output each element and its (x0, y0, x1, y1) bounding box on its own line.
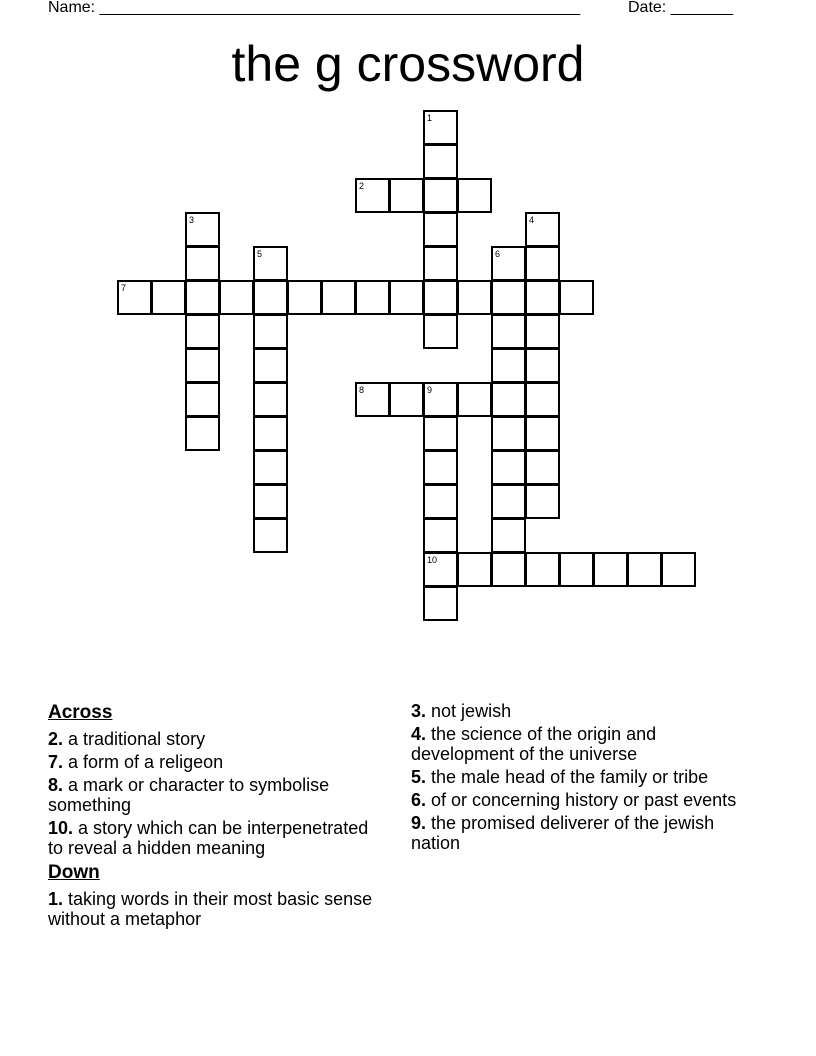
grid-cell[interactable] (457, 382, 492, 417)
grid-cell[interactable] (423, 416, 458, 451)
grid-cell[interactable] (525, 484, 560, 519)
down-clue (411, 790, 741, 810)
grid-cell[interactable] (423, 314, 458, 349)
grid-cell[interactable] (423, 246, 458, 281)
grid-cell[interactable] (253, 246, 288, 281)
grid-cell[interactable] (423, 178, 458, 213)
grid-cell[interactable] (525, 314, 560, 349)
grid-cell[interactable] (185, 314, 220, 349)
grid-cell[interactable] (491, 518, 526, 553)
clue-text: not jewish (431, 701, 512, 721)
grid-cell[interactable] (355, 280, 390, 315)
grid-cell[interactable] (253, 348, 288, 383)
grid-cell[interactable] (491, 246, 526, 281)
name-field-line: Name: ______________________________________________________ (48, 0, 581, 16)
grid-cell[interactable] (491, 348, 526, 383)
grid-cell[interactable] (423, 110, 458, 145)
grid-cell[interactable] (491, 314, 526, 349)
clue-text: of or concerning history or past events (431, 790, 737, 810)
grid-cell[interactable] (593, 552, 628, 587)
across-clue (48, 818, 378, 858)
grid-cell[interactable] (525, 416, 560, 451)
grid-cell[interactable] (253, 518, 288, 553)
grid-cell[interactable] (423, 144, 458, 179)
grid-cell[interactable] (423, 518, 458, 553)
grid-cell[interactable] (423, 212, 458, 247)
grid-cell[interactable] (525, 552, 560, 587)
clue-number: 2. (48, 729, 64, 749)
cell-number: 8 (359, 385, 365, 395)
grid-cell[interactable] (253, 314, 288, 349)
down-clue (411, 813, 741, 853)
grid-cell[interactable] (627, 552, 662, 587)
grid-cell[interactable] (491, 382, 526, 417)
down-clue (411, 767, 741, 787)
cell-number: 9 (427, 385, 433, 395)
grid-cell[interactable] (253, 280, 288, 315)
cell-number: 2 (359, 181, 365, 191)
clue-number: 5. (411, 767, 427, 787)
down-clue (48, 889, 378, 929)
clue-text: taking words in their most basic sense without a metaphor (48, 889, 373, 929)
clue-number: 9. (411, 813, 427, 833)
grid-cell[interactable] (253, 416, 288, 451)
clue-number: 6. (411, 790, 427, 810)
down-clue (411, 701, 741, 721)
grid-cell[interactable] (117, 280, 152, 315)
grid-cell[interactable] (525, 348, 560, 383)
across-clue (48, 752, 378, 772)
clue-number: 4. (411, 724, 427, 744)
cell-number: 4 (529, 215, 535, 225)
grid-cell[interactable] (253, 382, 288, 417)
grid-cell[interactable] (151, 280, 186, 315)
grid-cell[interactable] (185, 246, 220, 281)
grid-cell[interactable] (525, 280, 560, 315)
grid-cell[interactable] (525, 382, 560, 417)
grid-cell[interactable] (491, 280, 526, 315)
grid-cell[interactable] (661, 552, 696, 587)
grid-cell[interactable] (355, 178, 390, 213)
grid-cell[interactable] (253, 450, 288, 485)
grid-cell[interactable] (457, 178, 492, 213)
clue-text: a traditional story (68, 729, 206, 749)
clue-number: 3. (411, 701, 427, 721)
cell-number: 7 (121, 283, 127, 293)
grid-cell[interactable] (491, 484, 526, 519)
clue-number: 8. (48, 775, 64, 795)
clue-text: the science of the origin and development of the universe (411, 724, 657, 764)
grid-cell[interactable] (457, 280, 492, 315)
grid-cell[interactable] (253, 484, 288, 519)
grid-cell[interactable] (423, 586, 458, 621)
grid-cell[interactable] (389, 280, 424, 315)
grid-cell[interactable] (559, 280, 594, 315)
grid-cell[interactable] (423, 450, 458, 485)
grid-cell[interactable] (491, 416, 526, 451)
grid-cell[interactable] (491, 450, 526, 485)
grid-cell[interactable] (423, 552, 458, 587)
down-heading: Down (48, 862, 100, 883)
cell-number: 6 (495, 249, 501, 259)
grid-cell[interactable] (219, 280, 254, 315)
date-field-line: Date: _______ (628, 0, 733, 16)
clues-right-column (411, 701, 741, 856)
cell-number: 1 (427, 113, 433, 123)
clue-text: a story which can be interpenetrated to reveal a hidden meaning (48, 818, 369, 858)
cell-number: 10 (427, 555, 438, 565)
grid-cell[interactable] (457, 552, 492, 587)
clue-text: the promised deliverer of the jewish nation (411, 813, 715, 853)
grid-cell[interactable] (525, 212, 560, 247)
grid-cell[interactable] (185, 212, 220, 247)
grid-cell[interactable] (185, 416, 220, 451)
grid-cell[interactable] (389, 178, 424, 213)
grid-cell[interactable] (185, 382, 220, 417)
grid-cell[interactable] (559, 552, 594, 587)
cell-number: 3 (189, 215, 195, 225)
grid-cell[interactable] (423, 280, 458, 315)
grid-cell[interactable] (423, 484, 458, 519)
cell-number: 5 (257, 249, 263, 259)
clue-text: a form of a religeon (68, 752, 224, 772)
clue-number: 10. (48, 818, 74, 838)
grid-cell[interactable] (389, 382, 424, 417)
grid-cell[interactable] (321, 280, 356, 315)
grid-cell[interactable] (185, 348, 220, 383)
grid-cell[interactable] (287, 280, 322, 315)
grid-cell[interactable] (525, 450, 560, 485)
clues-left-column (48, 701, 378, 932)
clue-number: 7. (48, 752, 64, 772)
grid-cell[interactable] (185, 280, 220, 315)
page-title: the g crossword (231, 36, 585, 92)
grid-cell[interactable] (491, 552, 526, 587)
grid-cell[interactable] (423, 382, 458, 417)
across-heading: Across (48, 702, 113, 723)
across-clue (48, 729, 378, 749)
grid-cell[interactable] (525, 246, 560, 281)
across-clue (48, 775, 378, 815)
clue-text: the male head of the family or tribe (431, 767, 709, 787)
grid-cell[interactable] (355, 382, 390, 417)
down-clue (411, 724, 741, 764)
clue-number: 1. (48, 889, 64, 909)
clue-text: a mark or character to symbolise something (48, 775, 330, 815)
